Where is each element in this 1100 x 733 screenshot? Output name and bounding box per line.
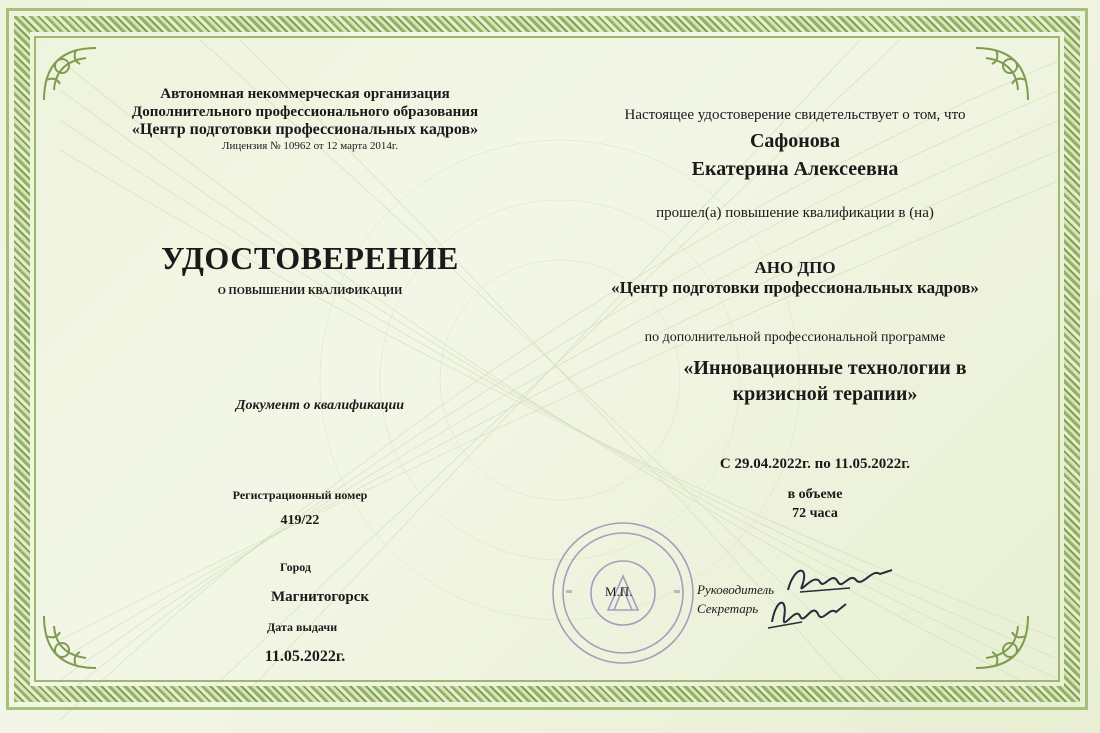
head-signature-label: Руководитель xyxy=(697,582,775,597)
organization-short-name: АНО ДПО xyxy=(754,258,836,277)
issue-date-label: Дата выдачи xyxy=(267,620,338,634)
issue-date: 11.05.2022г. xyxy=(264,648,346,665)
certificate-intro: Настоящее удостоверение свидетельствует о том, что xyxy=(624,107,966,123)
holder-given-names: Екатерина Алексеевна xyxy=(691,158,899,180)
corner-ornament-top-left-icon xyxy=(36,40,106,110)
registration-number: 419/22 xyxy=(280,513,320,528)
program-label: по дополнительной профессиональной программе xyxy=(644,330,946,345)
volume-value: 72 часа xyxy=(792,506,838,521)
stamp-label: М.П. xyxy=(605,584,633,599)
training-period: С 29.04.2022г. по 11.05.2022г. xyxy=(719,456,911,472)
secretary-signature-label: Секретарь xyxy=(697,601,759,616)
program-title-line-1: «Инновационные технологии в xyxy=(683,357,967,379)
organization-full-name: «Центр подготовки профессиональных кадров» xyxy=(611,278,979,297)
holder-surname: Сафонова xyxy=(749,130,841,152)
passed-text: прошел(а) повышение квалификации в (на) xyxy=(656,205,934,221)
corner-ornament-bottom-right-icon xyxy=(966,606,1036,676)
document-title: УДОСТОВЕРЕНИЕ xyxy=(161,240,459,276)
registration-label: Регистрационный номер xyxy=(232,488,368,502)
volume-label: в объеме xyxy=(787,487,843,502)
license-line: Лицензия № 10962 от 12 марта 2014г. xyxy=(222,140,398,152)
corner-ornament-bottom-left-icon xyxy=(36,606,106,676)
program-title-line-2: кризисной терапии» xyxy=(732,383,918,405)
secretary-signature-icon xyxy=(762,592,852,636)
organization-line-1: Автономная некоммерческая организация xyxy=(160,86,450,102)
corner-ornament-top-right-icon xyxy=(966,40,1036,110)
city-label: Город xyxy=(280,560,311,574)
document-subtitle: О ПОВЫШЕНИИ КВАЛИФИКАЦИИ xyxy=(217,286,403,297)
city-value: Магнитогорск xyxy=(270,589,369,605)
organization-line-3: «Центр подготовки профессиональных кадров» xyxy=(131,121,479,138)
document-kind: Документ о квалификации xyxy=(235,398,405,413)
organization-line-2: Дополнительного профессионального образования xyxy=(131,104,479,120)
